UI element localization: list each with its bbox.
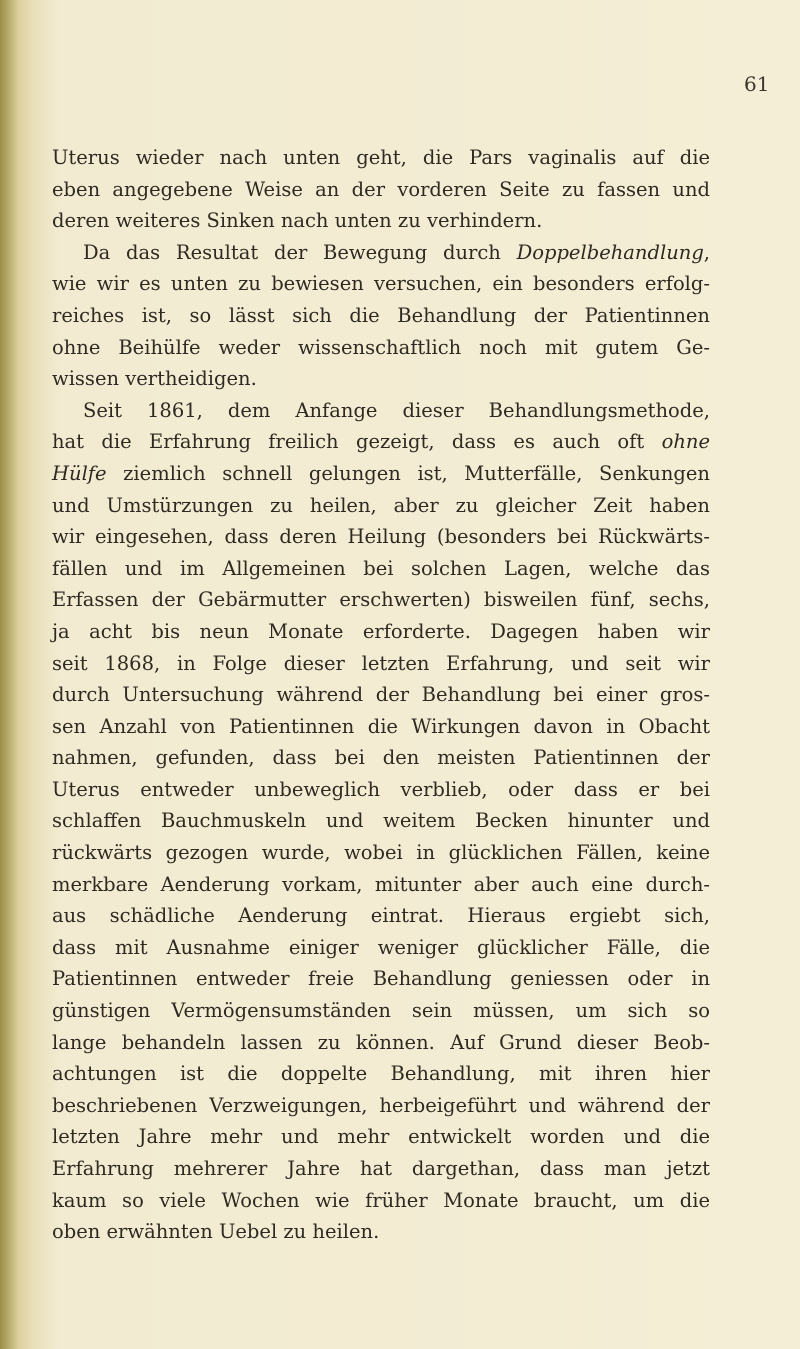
text-segment: ohne Beihülfe weder wissenschaftlich noch mit gutem Ge- xyxy=(52,335,710,359)
text-segment: günstigen Vermögensumständen sein müssen, um sich so xyxy=(52,999,710,1023)
text-segment: nahmen, gefunden, dass bei den meisten Patientinnen der xyxy=(52,746,710,770)
text-line xyxy=(52,963,710,995)
text-line xyxy=(52,363,710,395)
text-segment: wie wir es unten zu bewiesen versuchen, ein besonders erfolg- xyxy=(52,272,710,296)
page-number: 61 xyxy=(744,72,770,96)
text-line xyxy=(52,900,710,932)
text-line xyxy=(52,521,710,553)
text-segment: schlaffen Bauchmuskeln und weitem Becken hinunter und xyxy=(52,809,710,833)
text-segment: kaum so viele Wochen wie früher Monate braucht, um die xyxy=(52,1188,710,1212)
italic-term: Doppelbehandlung xyxy=(516,240,704,264)
text-segment: deren weiteres Sinken nach unten zu verhindern. xyxy=(52,209,543,233)
text-segment: und Umstürzungen zu heilen, aber zu gleicher Zeit haben xyxy=(52,493,710,517)
text-line xyxy=(52,742,710,774)
text-segment: dass mit Ausnahme einiger weniger glücklicher Fälle, die xyxy=(52,935,710,959)
text-segment: seit 1868, in Folge dieser letzten Erfahrung, und seit wir xyxy=(52,651,710,675)
italic-term: ohne xyxy=(661,430,710,454)
text-segment: Erfassen der Gebärmutter erschwerten) bisweilen fünf, sechs, xyxy=(52,588,710,612)
text-line xyxy=(52,711,710,743)
text-segment: letzten Jahre mehr und mehr entwickelt worden und die xyxy=(52,1125,710,1149)
text-segment: ziemlich schnell gelungen ist, Mutterfälle, Senkungen xyxy=(106,461,710,485)
text-segment: Patientinnen entweder freie Behandlung geniessen oder in xyxy=(52,967,710,991)
text-segment: , xyxy=(703,240,710,264)
text-line xyxy=(52,1058,710,1090)
text-line xyxy=(52,1216,710,1248)
text-line xyxy=(52,648,710,680)
text-segment: ja acht bis neun Monate erforderte. Dagegen haben wir xyxy=(52,619,710,643)
text-line xyxy=(52,1027,710,1059)
text-line xyxy=(52,205,710,237)
text-line xyxy=(52,553,710,585)
text-line xyxy=(52,1090,710,1122)
text-segment: lange behandeln lassen zu können. Auf Grund dieser Beob- xyxy=(52,1030,710,1054)
text-line xyxy=(52,932,710,964)
text-line xyxy=(52,774,710,806)
text-segment: aus schädliche Aenderung eintrat. Hieraus ergiebt sich, xyxy=(52,904,710,928)
text-line xyxy=(52,679,710,711)
text-line xyxy=(52,490,710,522)
body-text xyxy=(52,142,710,1248)
text-line xyxy=(52,458,710,490)
text-segment: rückwärts gezogen wurde, wobei in glücklichen Fällen, keine xyxy=(52,841,710,865)
text-segment: fällen und im Allgemeinen bei solchen Lagen, welche das xyxy=(52,556,710,580)
text-segment: wir eingesehen, dass deren Heilung (besonders bei Rückwärts- xyxy=(52,525,710,549)
text-segment: Da das Resultat der Bewegung durch xyxy=(83,240,517,264)
text-segment: achtungen ist die doppelte Behandlung, mit ihren hier xyxy=(52,1062,710,1086)
italic-term: Hülfe xyxy=(52,461,107,485)
text-line xyxy=(52,1121,710,1153)
text-segment: beschriebenen Verzweigungen, herbeigeführt und während der xyxy=(52,1093,710,1117)
text-segment: Uterus wieder nach unten geht, die Pars vaginalis auf die xyxy=(52,146,710,169)
text-segment: Seit 1861, dem Anfange dieser Behandlungsmethode, xyxy=(83,398,710,422)
text-line xyxy=(52,1153,710,1185)
text-segment: merkbare Aenderung vorkam, mitunter aber auch eine durch- xyxy=(52,872,710,896)
text-line xyxy=(52,237,710,269)
text-line xyxy=(52,142,710,174)
text-line xyxy=(52,584,710,616)
text-segment: oben erwähnten Uebel zu heilen. xyxy=(52,1220,380,1244)
text-line xyxy=(52,426,710,458)
text-segment: reiches ist, so lässt sich die Behandlung der Patientinnen xyxy=(52,303,710,327)
text-segment: eben angegebene Weise an der vorderen Seite zu fassen und xyxy=(52,177,710,201)
text-line xyxy=(52,1185,710,1217)
text-segment: wissen vertheidigen. xyxy=(52,367,257,391)
text-segment: Uterus entweder unbeweglich verblieb, oder dass er bei xyxy=(52,777,710,801)
text-line xyxy=(52,616,710,648)
text-line xyxy=(52,837,710,869)
text-line xyxy=(52,174,710,206)
text-line xyxy=(52,869,710,901)
text-line xyxy=(52,995,710,1027)
text-line xyxy=(52,332,710,364)
text-segment: Erfahrung mehrerer Jahre hat dargethan, dass man jetzt xyxy=(52,1157,710,1180)
page-edge-shadow xyxy=(0,0,18,1349)
text-segment: hat die Erfahrung freilich gezeigt, dass es auch oft xyxy=(52,430,662,454)
text-line xyxy=(52,268,710,300)
text-segment: sen Anzahl von Patientinnen die Wirkungen davon in Obacht xyxy=(52,714,710,738)
text-line xyxy=(52,300,710,332)
text-line xyxy=(52,395,710,427)
text-line xyxy=(52,805,710,837)
text-segment: durch Untersuchung während der Behandlung bei einer gros- xyxy=(52,683,710,707)
